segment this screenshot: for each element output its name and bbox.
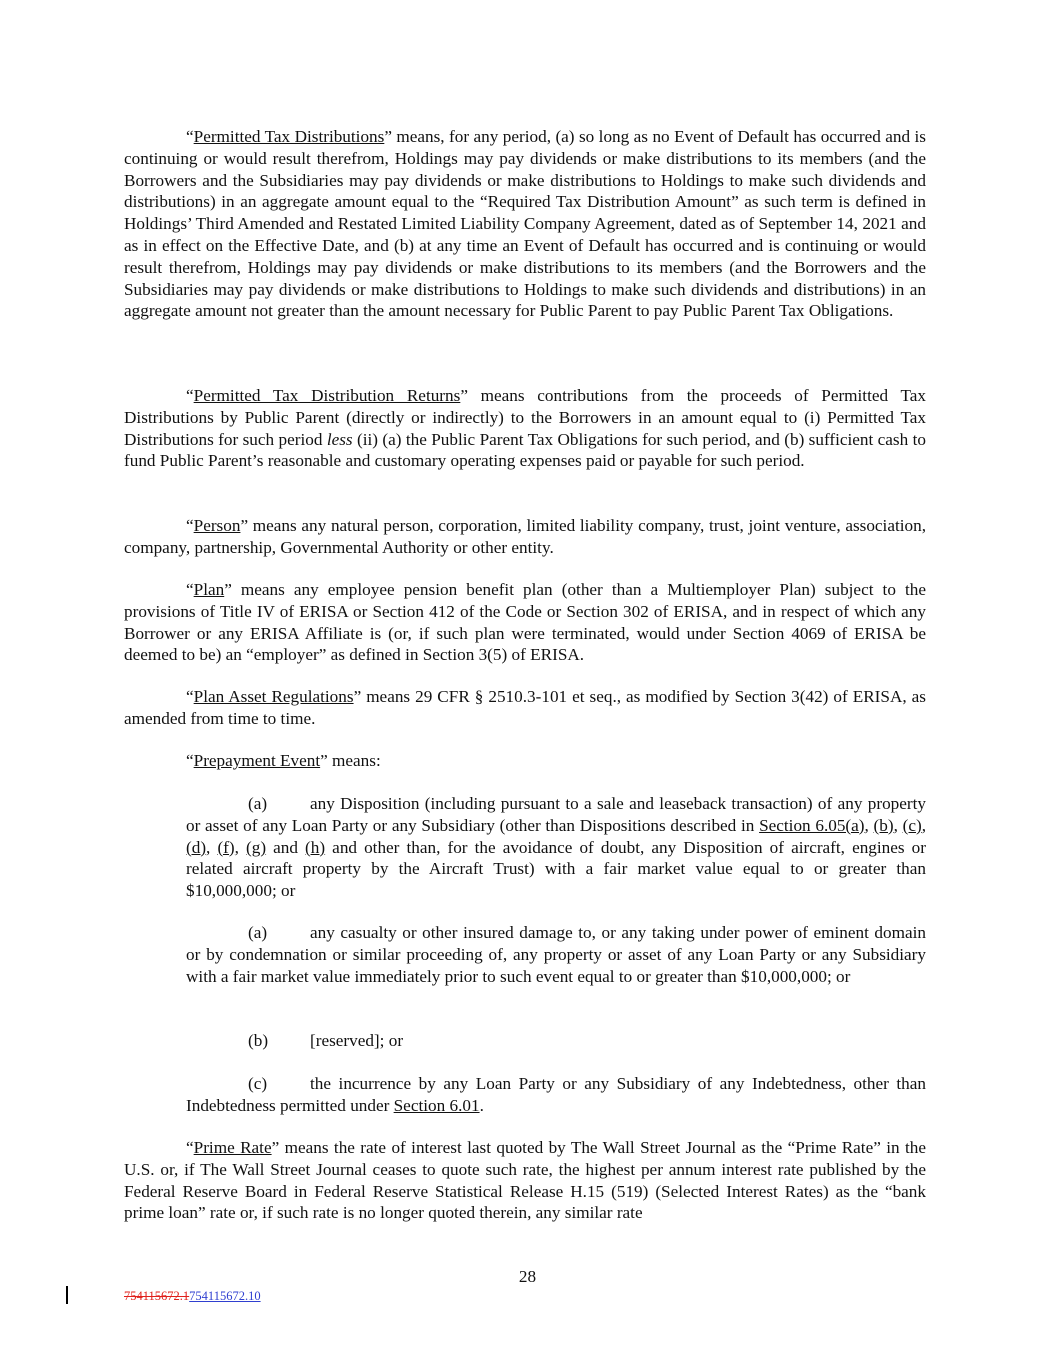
open-quote: “ <box>186 751 194 770</box>
clause-label: (a) <box>248 923 268 942</box>
clause-text-continued: . <box>479 1095 484 1115</box>
open-quote: “ <box>186 516 194 535</box>
clause-label: (b) <box>248 1031 269 1050</box>
prepayment-clause-disposition <box>186 793 926 902</box>
definition-person <box>124 515 926 559</box>
separator: , <box>864 815 874 835</box>
separator: and <box>266 837 306 857</box>
definition-permitted-tax-distribution-returns <box>124 385 926 472</box>
defined-term: Permitted Tax Distribution Returns <box>193 386 461 405</box>
definition-body-continued: (ii) (a) the Public Parent Tax Obligations for such period, and (b) sufficient cash to fund Public Parent’s reasonable and customary operating expenses paid or payable for such period. <box>124 429 926 471</box>
separator: , <box>206 837 218 857</box>
prepayment-clause-casualty <box>186 922 926 987</box>
emphasis-word: less <box>326 429 353 449</box>
section-reference: (h) <box>305 837 326 857</box>
prepayment-clause-indebtedness <box>186 1073 926 1117</box>
defined-term: Person <box>193 516 241 535</box>
definition-prime-rate <box>124 1137 926 1224</box>
document-id-footer <box>124 1289 261 1303</box>
definition-plan-asset-regulations <box>124 686 926 730</box>
defined-term: Plan Asset Regulations <box>193 687 354 706</box>
definition-prepayment-event <box>124 750 926 772</box>
defined-term: Permitted Tax Distributions <box>193 127 385 146</box>
separator: , <box>893 815 903 835</box>
page-number: 28 <box>518 1267 537 1286</box>
section-reference: (d) <box>186 837 207 857</box>
section-reference: (c) <box>902 815 922 835</box>
defined-term: Prepayment Event <box>193 751 321 770</box>
open-quote: “ <box>186 687 194 706</box>
prepayment-clause-reserved <box>186 1030 926 1052</box>
definition-body: ” means any employee pension benefit plan (other than a Multiemployer Plan) subject to the provisions of Title IV of ERISA or Section 412 of the Code or Section 302 of ERISA, and in respect of which any Borrower or any ERISA Affiliate is (or, if such plan were terminated, would under Section 4069 of ERISA be deemed to be) an “employer” as defined in Section 3(5) of ERISA. <box>124 580 926 665</box>
separator: , <box>234 837 246 857</box>
section-reference: Section 6.01 <box>393 1095 480 1115</box>
defined-term: Plan <box>193 580 225 599</box>
separator: , <box>921 815 926 835</box>
section-reference: (f) <box>217 837 235 857</box>
inserted-doc-id: 754115672.10 <box>189 1289 261 1303</box>
definition-body: ” means, for any period, (a) so long as no Event of Default has occurred and is continuing or would result therefrom, Holdings may pay dividends or make distributions to its members (and the Borrowers and the Subsidiaries may pay dividends or make distributions to Holdings to make such dividends and distributions) in an aggregate amount equal to the “Required Tax Distribution Amount” as such term is defined in Holdings’ Third Amended and Restated Limited Liability Company Agreement, dated as of September 14, 2021 and as in effect on the Effective Date, and (b) at any time an Event of Default has occurred and is continuing or would result therefrom, Holdings may pay dividends or make distributions to its members (and the Borrowers and the Subsidiaries may pay dividends or make distributions to Holdings to make such dividends and distributions) in an aggregate amount not greater than the amount necessary for Public Parent to pay Public Parent Tax Obligations. <box>124 127 926 321</box>
clause-text: the incurrence by any Loan Party or any Subsidiary of any Indebtedness, other than Indebtedness permitted under <box>186 1074 926 1115</box>
clause-label: (a) <box>248 794 268 813</box>
clause-label: (c) <box>248 1074 268 1093</box>
clause-text: any casualty or other insured damage to, or any taking under power of eminent domain or by condemnation or similar proceeding of, any property or asset of any Loan Party or any Subsidiary with a fair market value immediately prior to such event equal to or greater than $10,000,000; or <box>186 923 926 986</box>
definition-body: ” means 29 CFR § 2510.3-101 et seq., as modified by Section 3(42) of ERISA, as amended from time to time. <box>124 687 926 728</box>
section-reference: (b) <box>873 815 894 835</box>
open-quote: “ <box>186 580 194 599</box>
clause-text: any Disposition (including pursuant to a sale and leaseback transaction) of any property or asset of any Loan Party or any Subsidiary (other than Dispositions described in <box>186 794 926 835</box>
defined-term: Prime Rate <box>193 1138 272 1157</box>
open-quote: “ <box>186 1138 194 1157</box>
definition-body: ” means any natural person, corporation, limited liability company, trust, joint venture, association, company, partnership, Governmental Authority or other entity. <box>124 516 926 557</box>
definition-body: ” means: <box>320 751 381 770</box>
clause-text: [reserved]; or <box>310 1031 404 1050</box>
open-quote: “ <box>186 386 194 405</box>
deleted-doc-id: 754115672.1 <box>124 1289 190 1303</box>
section-reference: Section 6.05(a) <box>759 815 865 835</box>
definition-plan <box>124 579 926 666</box>
definition-body: ” means contributions from the proceeds of Permitted Tax Distributions by Public Parent (directly or indirectly) to the Borrowers in an amount equal to (i) Permitted Tax Distributions for such period <box>124 386 926 449</box>
definition-body: ” means the rate of interest last quoted by The Wall Street Journal as the “Prime Rate” in the U.S. or, if The Wall Street Journal ceases to quote such rate, the highest per annum interest rate published by the Federal Reserve Board in Federal Reserve Statistical Release H.15 (519) (Selected Interest Rates) as the “bank prime loan” rate or, if such rate is no longer quoted therein, any similar rate <box>124 1138 926 1223</box>
clause-text-continued: and other than, for the avoidance of doubt, any Disposition of aircraft, engines or related aircraft property by the Aircraft Trust) with a fair market value equal to or greater than $10,000,000; or <box>186 837 926 901</box>
section-reference: (g) <box>246 837 267 857</box>
open-quote: “ <box>186 127 194 146</box>
revision-change-bar <box>66 1286 68 1304</box>
definition-permitted-tax-distributions <box>124 126 926 322</box>
